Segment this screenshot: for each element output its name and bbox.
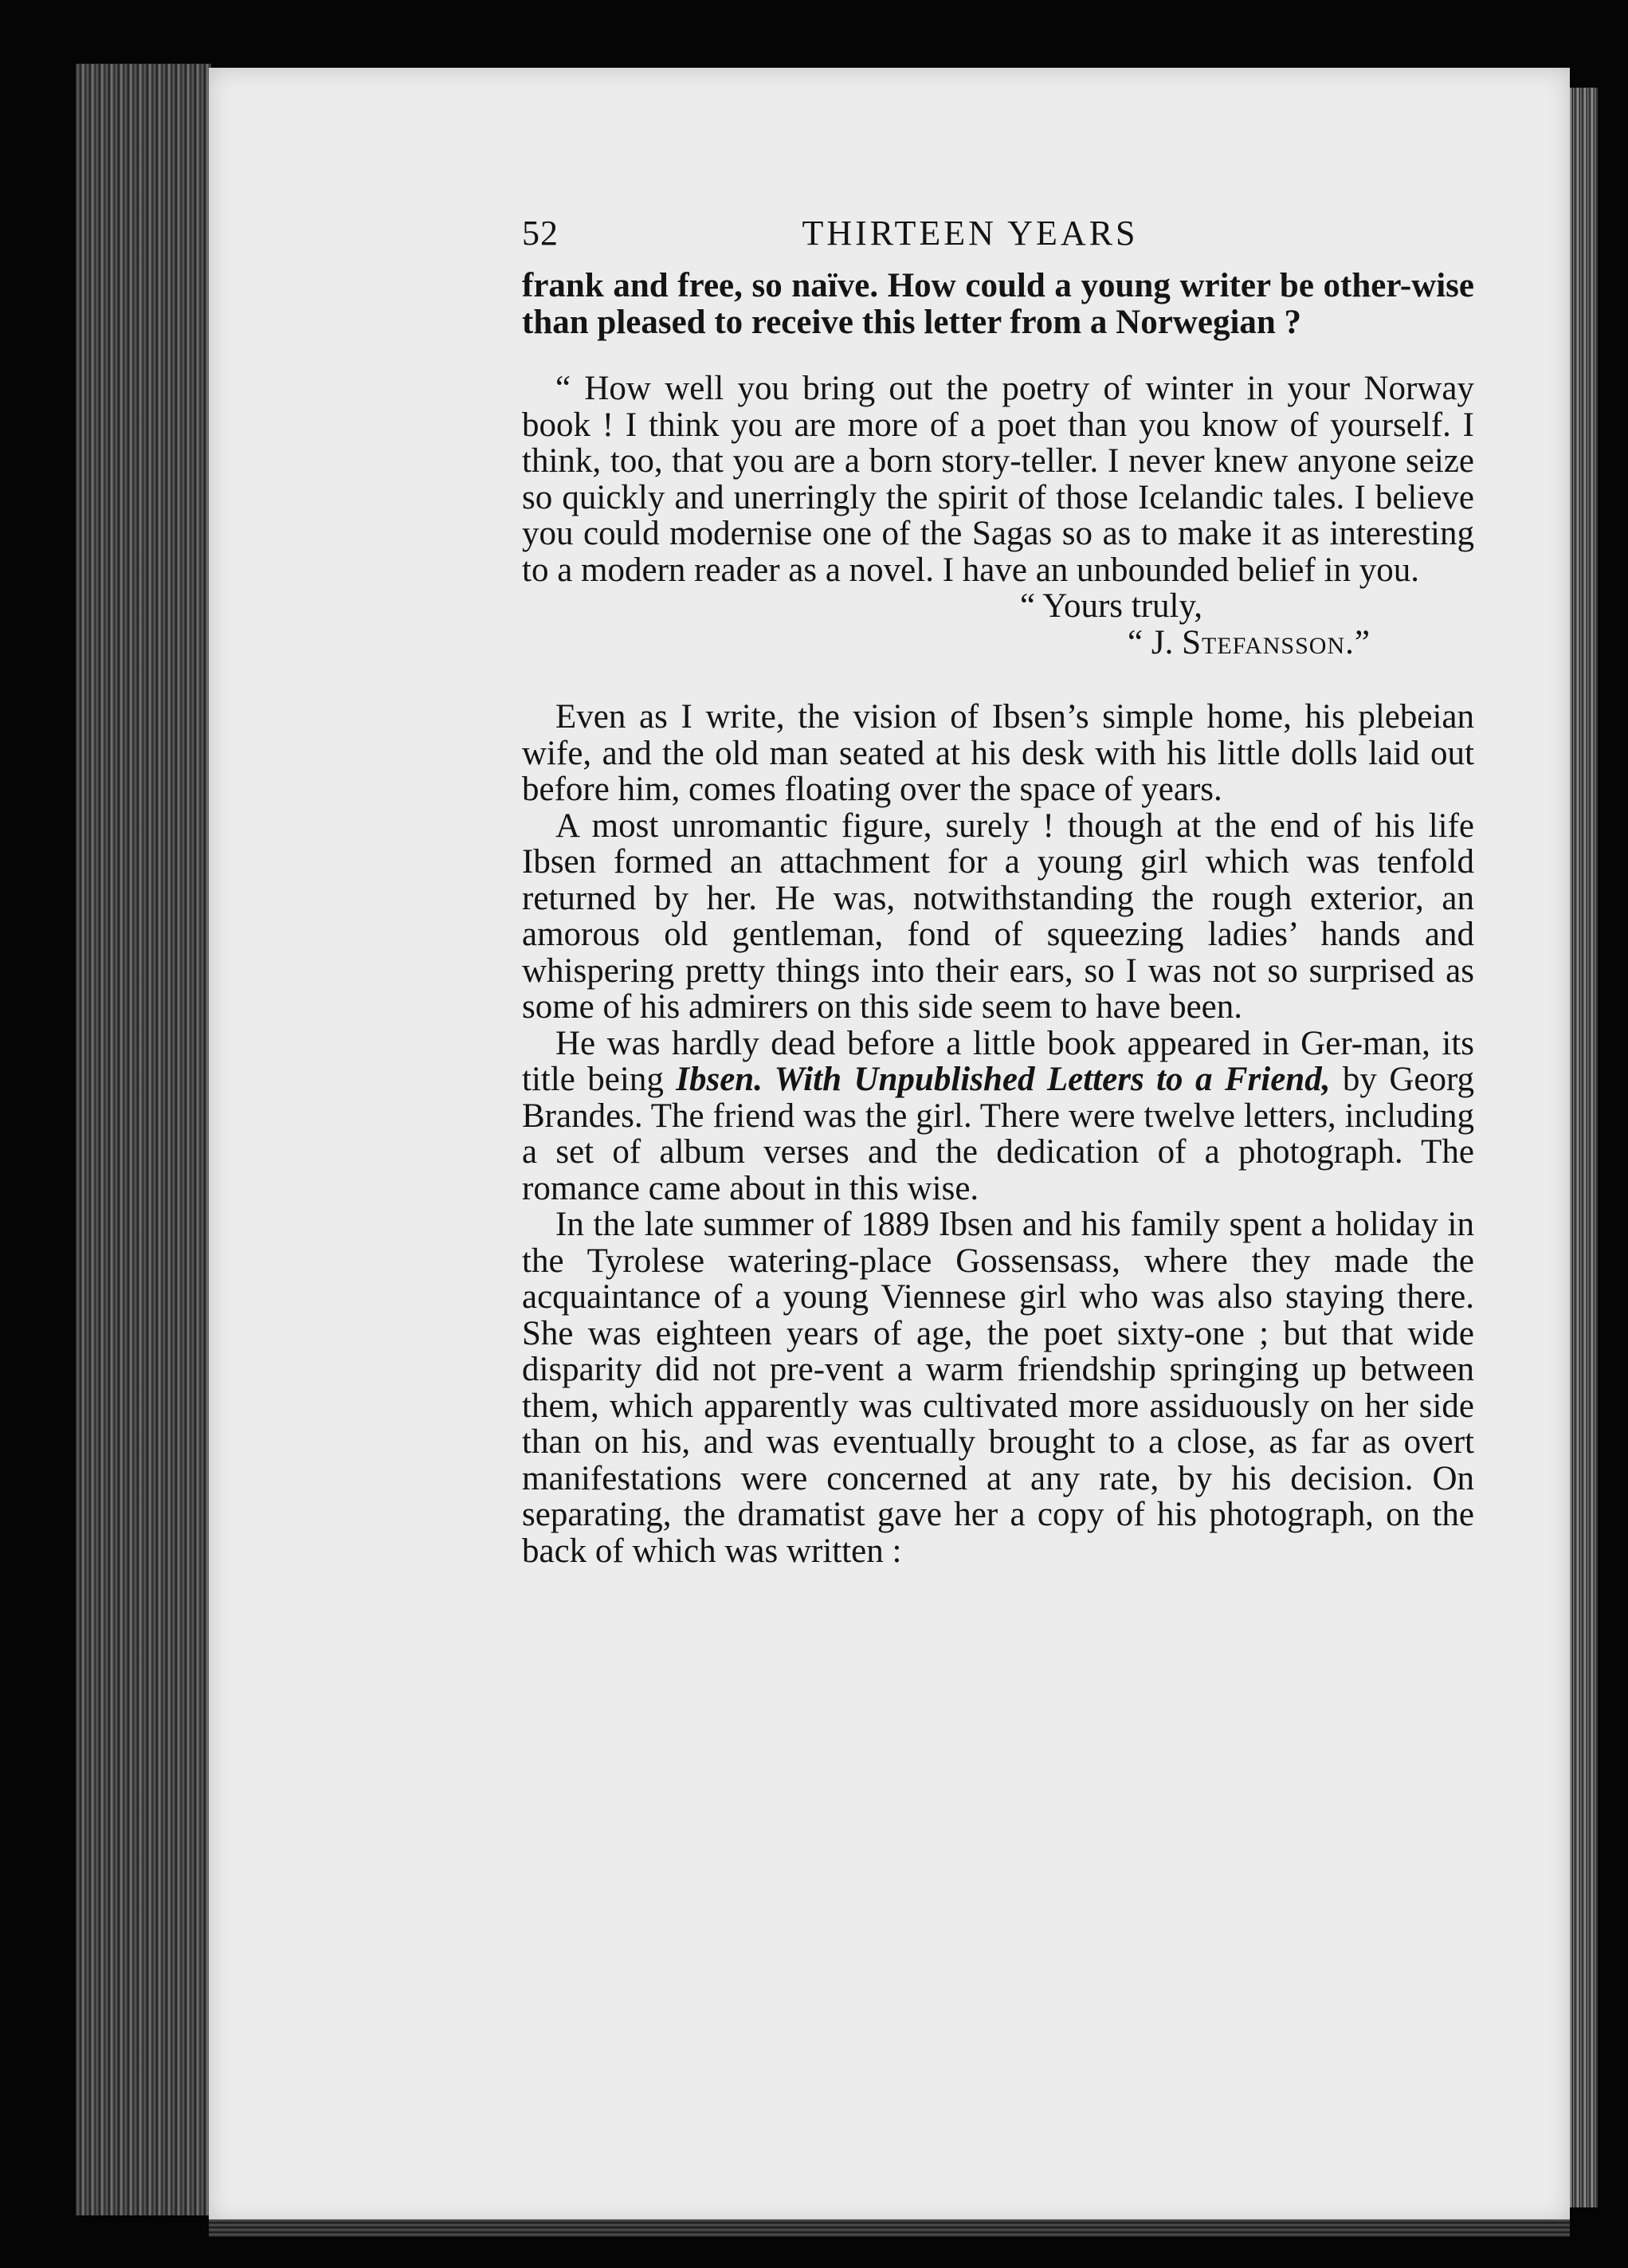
running-head <box>522 215 1474 263</box>
signature-prefix: “ J. <box>1128 623 1183 661</box>
para3-start: He was hardly dead before a little book appeared in Ger-man, its title being <box>522 1024 1474 1098</box>
paragraph-gossensass: In the late summer of 1889 Ibsen and his family spent a holiday in the Tyrolese watering-place Gossensass, where they made the acquaintance of a young Viennese girl who was also staying there. She was eighteen years of age, the poet sixty-one ; but that wide disparity did not pre-vent a warm friendship springing up between them, which apparently was cultivated more assiduously on her side than on his, and was eventually brought to a close, as far as overt manifestations were concerned at any rate, by his decision. On separating, the dramatist gave her a copy of his photograph, on the back of which was written : <box>522 1206 1474 1570</box>
running-title: THIRTEEN YEARS <box>802 214 1139 253</box>
letter-closing: “ Yours truly, <box>1020 587 1202 625</box>
signature-name: Stefansson.” <box>1182 623 1371 661</box>
paragraph-unromantic-figure: A most unromantic figure, surely ! though at the end of his life Ibsen formed an attachment for a young girl which was tenfold returned by her. He was, notwithstanding the rough exterior, an amorous old gentleman, fond of squeezing ladies’ hands and whispering pretty things into their ears, so I was not so surprised as some of his admirers on this side seem to have been. <box>522 806 1474 1026</box>
page-number: 52 <box>522 214 559 253</box>
continuation-paragraph: frank and free, so naïve. How could a young writer be other-wise than pleased to receive this letter from a Norwegian ? <box>522 267 1474 341</box>
paragraph-ibsen-home: Even as I write, the vision of Ibsen’s simple home, his plebeian wife, and the old man seated at his desk with his little dolls laid out before him, comes floating over the space of years. <box>522 698 1474 808</box>
book-title: Ibsen. With Unpublished Letters to a Friend, <box>676 1061 1331 1098</box>
paragraph-brandes-book <box>522 1026 1474 1207</box>
letter-signature <box>522 625 1474 661</box>
letter-paragraph: “ How well you bring out the poetry of winter in your Norway book ! I think you are more of a poet than you know of yourself. I think, too, that you are a born story-teller. I never knew anyone seize so quickly and unerringly the spirit of those Icelandic tales. I believe you could modernise one of the Sagas so as to make it as interesting to a modern reader as a novel. I have an unbounded belief in you. <box>522 370 1474 589</box>
section-gap <box>522 661 1474 699</box>
bottom-page-edges <box>209 2219 1570 2237</box>
page-text <box>522 215 1474 1569</box>
para3-end: by Georg Brandes. The friend was the girl. There were twelve letters, including a set of album verses and the dedication of a photograph. The romance came about in this wise. <box>522 1061 1474 1207</box>
left-page-edges <box>76 64 211 2215</box>
right-page-edges <box>1566 88 1598 2207</box>
